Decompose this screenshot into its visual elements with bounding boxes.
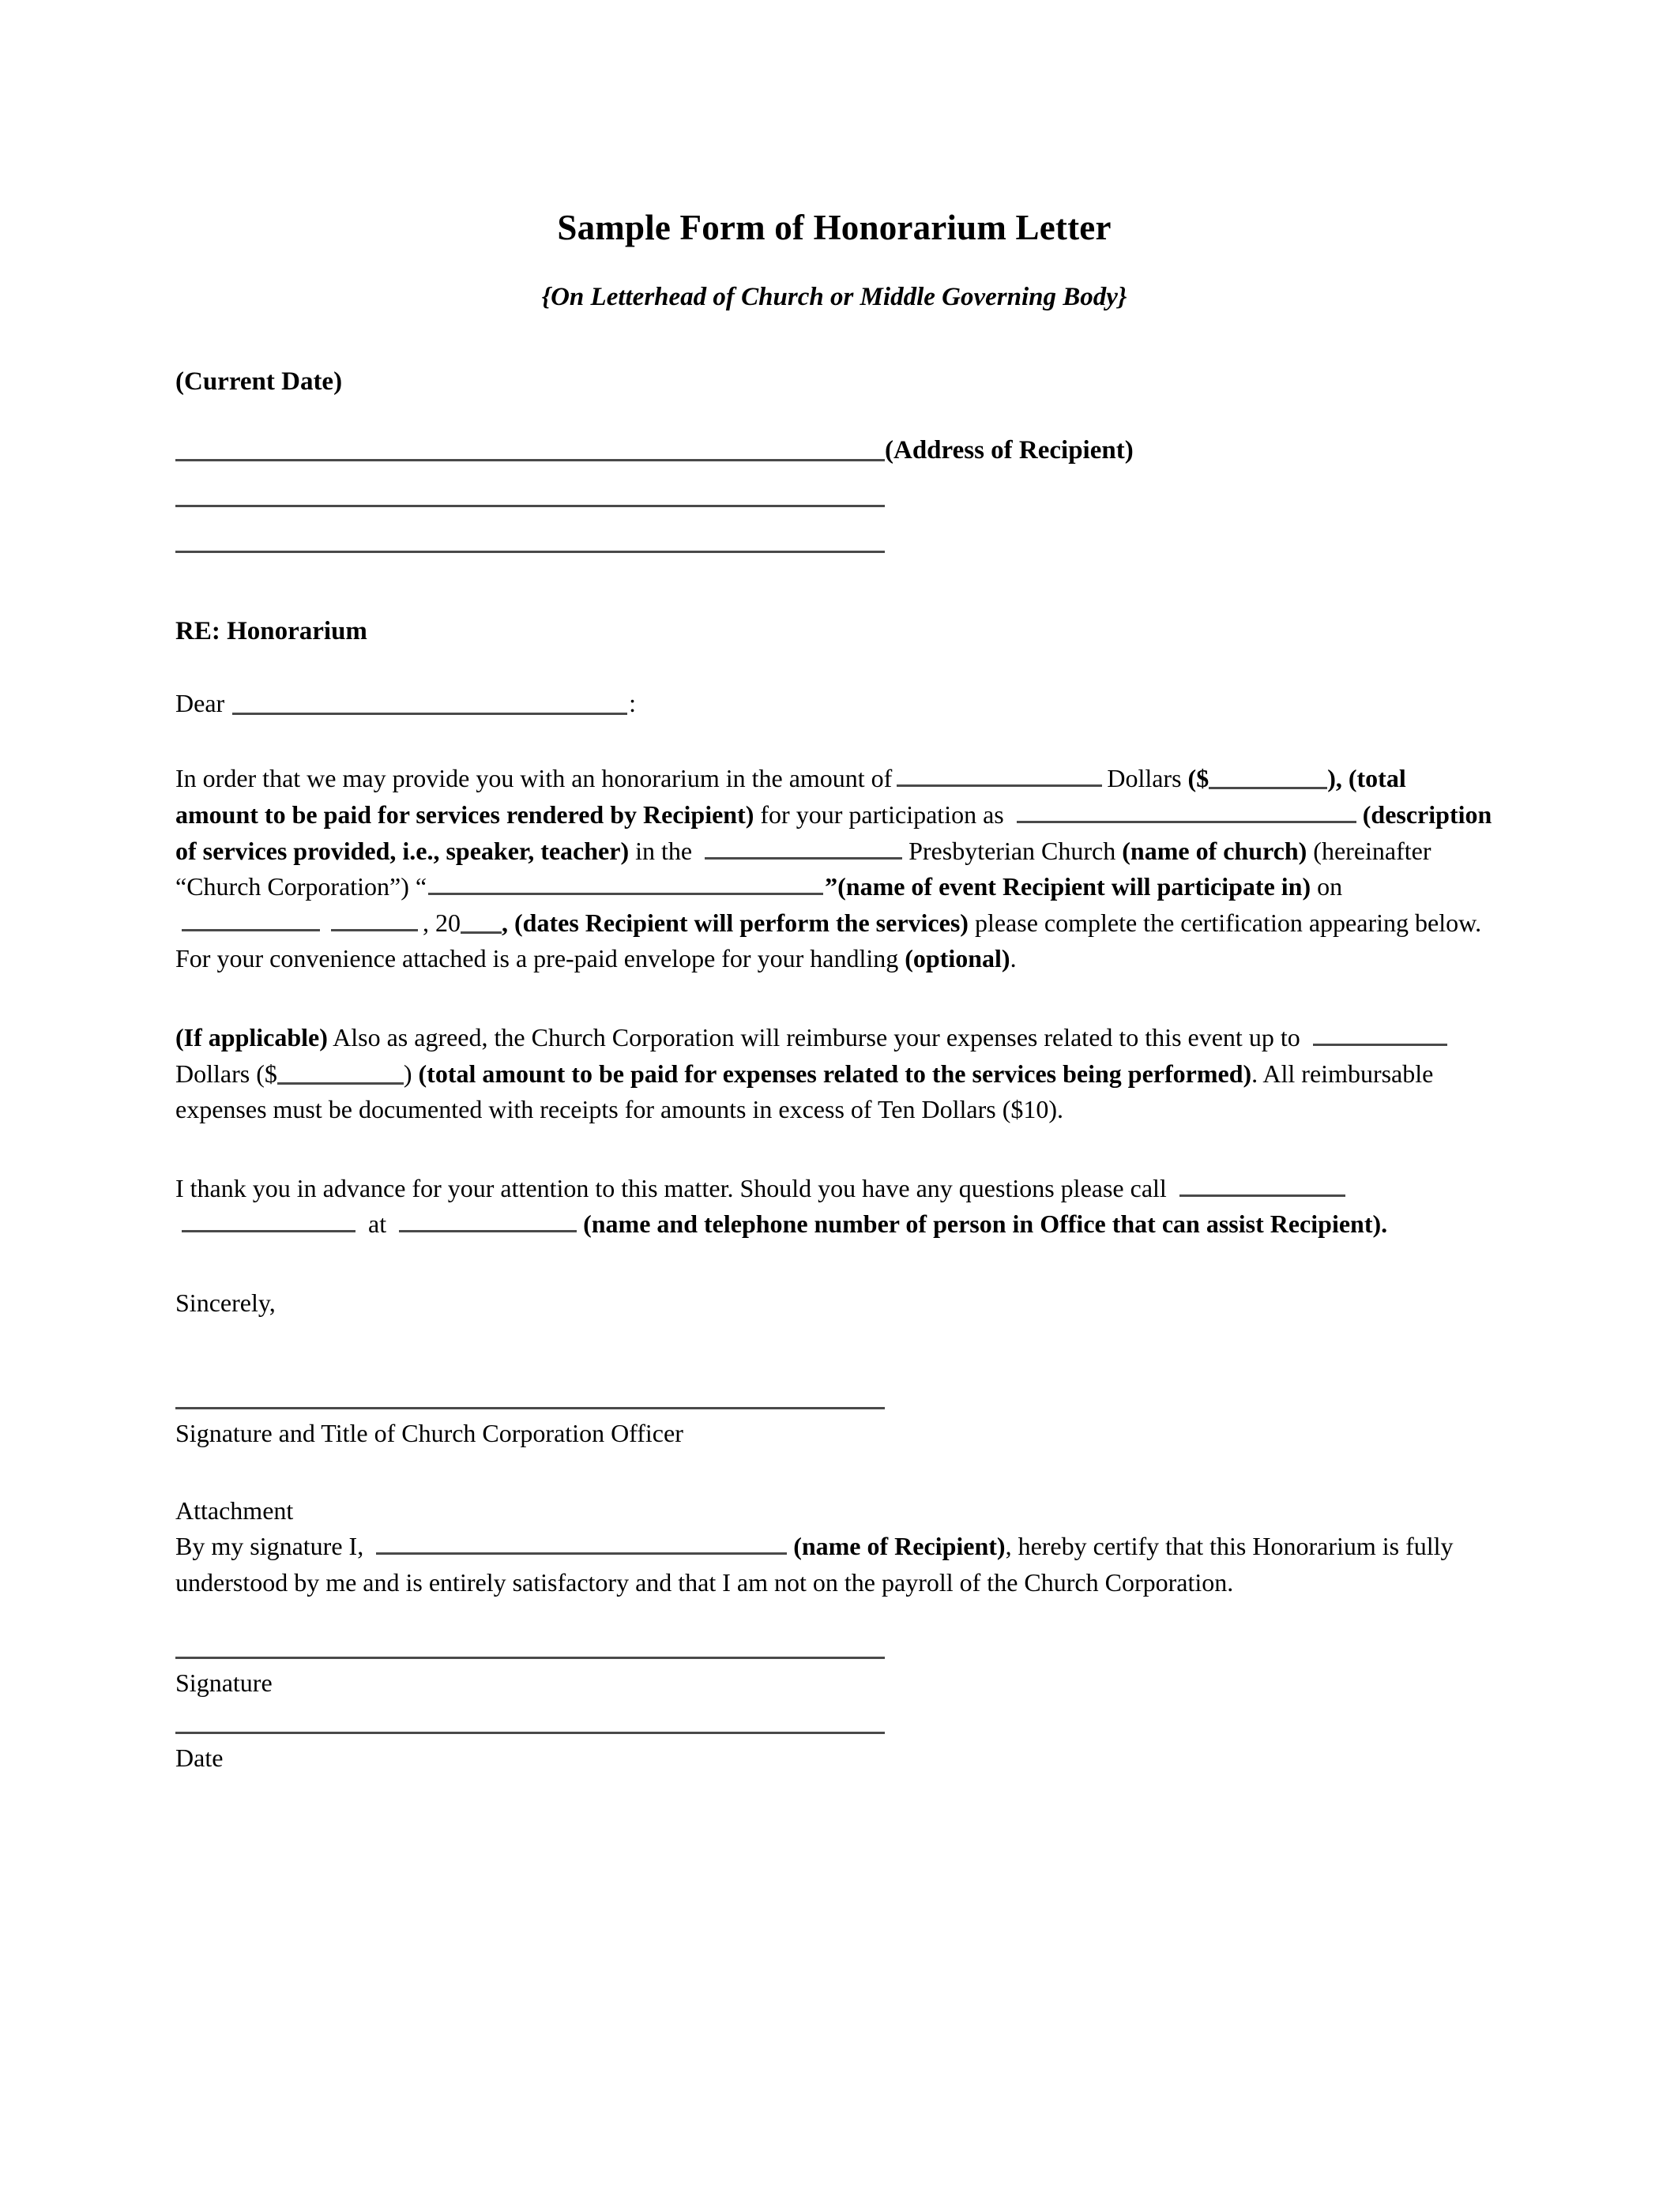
contact-name-fill-rule-1[interactable]	[1179, 1176, 1345, 1197]
event-name-fill-rule[interactable]	[428, 874, 823, 895]
contact-phone-fill-rule[interactable]	[399, 1211, 577, 1232]
recipient-signature-caption: Signature	[175, 1668, 273, 1697]
address-of-recipient-label: (Address of Recipient)	[885, 436, 1134, 465]
p3-text-2: at	[362, 1209, 393, 1239]
recipient-date-block	[175, 1732, 1493, 1774]
p1-text-3: ($	[1187, 764, 1209, 793]
salutation-colon: :	[629, 689, 637, 718]
p1-text-19: .	[1010, 944, 1017, 973]
church-name-fill-rule[interactable]	[705, 838, 902, 860]
p3-text-3: (name and telephone number of person in Office that can assist Recipient)	[583, 1209, 1382, 1239]
p1-text-7: (description of services provided, i.e., speaker, teacher)	[175, 799, 1492, 865]
recipient-address-block	[175, 437, 1493, 574]
salutation-fill-rule[interactable]	[232, 692, 627, 715]
address-fill-rule-2[interactable]	[175, 484, 885, 507]
officer-signature-rule[interactable]	[175, 1407, 885, 1409]
salutation-word: Dear	[175, 689, 225, 718]
salutation-line	[175, 689, 1493, 718]
p1-text-15: ,	[502, 908, 514, 937]
services-description-fill-rule[interactable]	[1017, 802, 1356, 823]
p2-text-4: )	[403, 1059, 419, 1088]
letter-body	[175, 0, 1493, 1774]
address-line-2	[175, 483, 1493, 529]
p1-text-8: in the	[629, 836, 699, 865]
closing-salutation: Sincerely,	[175, 1288, 276, 1317]
officer-signature-block	[175, 1407, 1493, 1449]
page-subtitle: {On Letterhead of Church or Middle Governing Body}	[541, 282, 1127, 311]
event-date-fill-rule-1[interactable]	[182, 910, 320, 931]
attachment-section	[175, 1493, 1493, 1601]
recipient-signature-rule[interactable]	[175, 1657, 885, 1659]
p3-text-4: .	[1381, 1209, 1388, 1239]
p2-text-3: Dollars ($	[175, 1059, 277, 1088]
p2-text-6: . All reimbursable expenses must be documented with receipts for amounts in excess of Ten Dollars ($10).	[175, 1059, 1434, 1124]
p1-text-9: Presbyterian Church	[908, 836, 1123, 865]
paragraph-honorarium	[175, 761, 1493, 977]
p1-text-2: Dollars	[1107, 764, 1182, 793]
p1-text-11: (hereinafter “Church Corporation”) “	[175, 836, 1431, 901]
cert-text-3: , hereby certify that this Honorarium is fully understood by me and is entirely satisfactory and that I am not on the payroll of the Church Corporation.	[175, 1532, 1454, 1597]
address-line-1	[175, 437, 1493, 483]
honorarium-amount-fill-rule[interactable]	[897, 766, 1102, 787]
p1-text-13: on	[1311, 872, 1343, 901]
recipient-date-caption: Date	[175, 1743, 224, 1772]
paragraph-contact	[175, 1171, 1493, 1243]
cert-text-1: By my signature I,	[175, 1532, 371, 1561]
event-date-fill-rule-2[interactable]	[331, 910, 418, 931]
p1-text-14: , 20	[423, 908, 461, 937]
p1-text-18: (optional)	[905, 944, 1010, 973]
current-date-label: (Current Date)	[175, 367, 343, 396]
p1-text-6: for your participation as	[754, 799, 1010, 829]
p2-text-5: (total amount to be paid for expenses related to the services being performed)	[418, 1059, 1252, 1088]
p1-text-4: ),	[1327, 764, 1349, 793]
p1-text-5: (total amount to be paid for services rendered by Recipient)	[175, 764, 1406, 829]
recipient-name-fill-rule[interactable]	[376, 1533, 787, 1555]
honorarium-dollar-fill-rule[interactable]	[1209, 768, 1327, 789]
attachment-label: Attachment	[175, 1495, 294, 1525]
p1-text-16: (dates Recipient will perform the services)	[514, 908, 969, 937]
page-title: Sample Form of Honorarium Letter	[557, 208, 1112, 247]
p1-text-12: ”(name of event Recipient will participate in)	[825, 872, 1311, 901]
address-fill-rule-3[interactable]	[175, 530, 885, 553]
p2-text-1: (If applicable)	[175, 1022, 328, 1051]
re-subject-line: RE: Honorarium	[175, 617, 367, 646]
recipient-signature-block	[175, 1657, 1493, 1698]
recipient-date-rule[interactable]	[175, 1732, 885, 1734]
p1-text-17: please complete the certification appearing below. For your convenience attached is a pre-paid envelope for your handling	[175, 908, 1482, 973]
p1-text-1: In order that we may provide you with an honorarium in the amount of	[175, 764, 893, 793]
address-fill-rule-1[interactable]	[175, 438, 885, 461]
p2-text-2: Also as agreed, the Church Corporation will reimburse your expenses related to this event up to	[327, 1022, 1307, 1051]
cert-text-2: (name of Recipient)	[793, 1532, 1006, 1561]
event-year-fill-rule[interactable]	[461, 912, 502, 934]
certification-statement	[175, 1529, 1493, 1601]
address-line-3	[175, 529, 1493, 574]
expense-amount-fill-rule[interactable]	[1313, 1025, 1447, 1046]
paragraph-expenses	[175, 1020, 1493, 1128]
p3-text-1: I thank you in advance for your attention to this matter. Should you have any questions please call	[175, 1173, 1173, 1202]
officer-signature-caption: Signature and Title of Church Corporation Officer	[175, 1418, 683, 1447]
contact-name-fill-rule-2[interactable]	[182, 1211, 356, 1232]
p1-text-10: (name of church)	[1122, 836, 1307, 865]
expense-dollar-fill-rule[interactable]	[277, 1063, 404, 1085]
